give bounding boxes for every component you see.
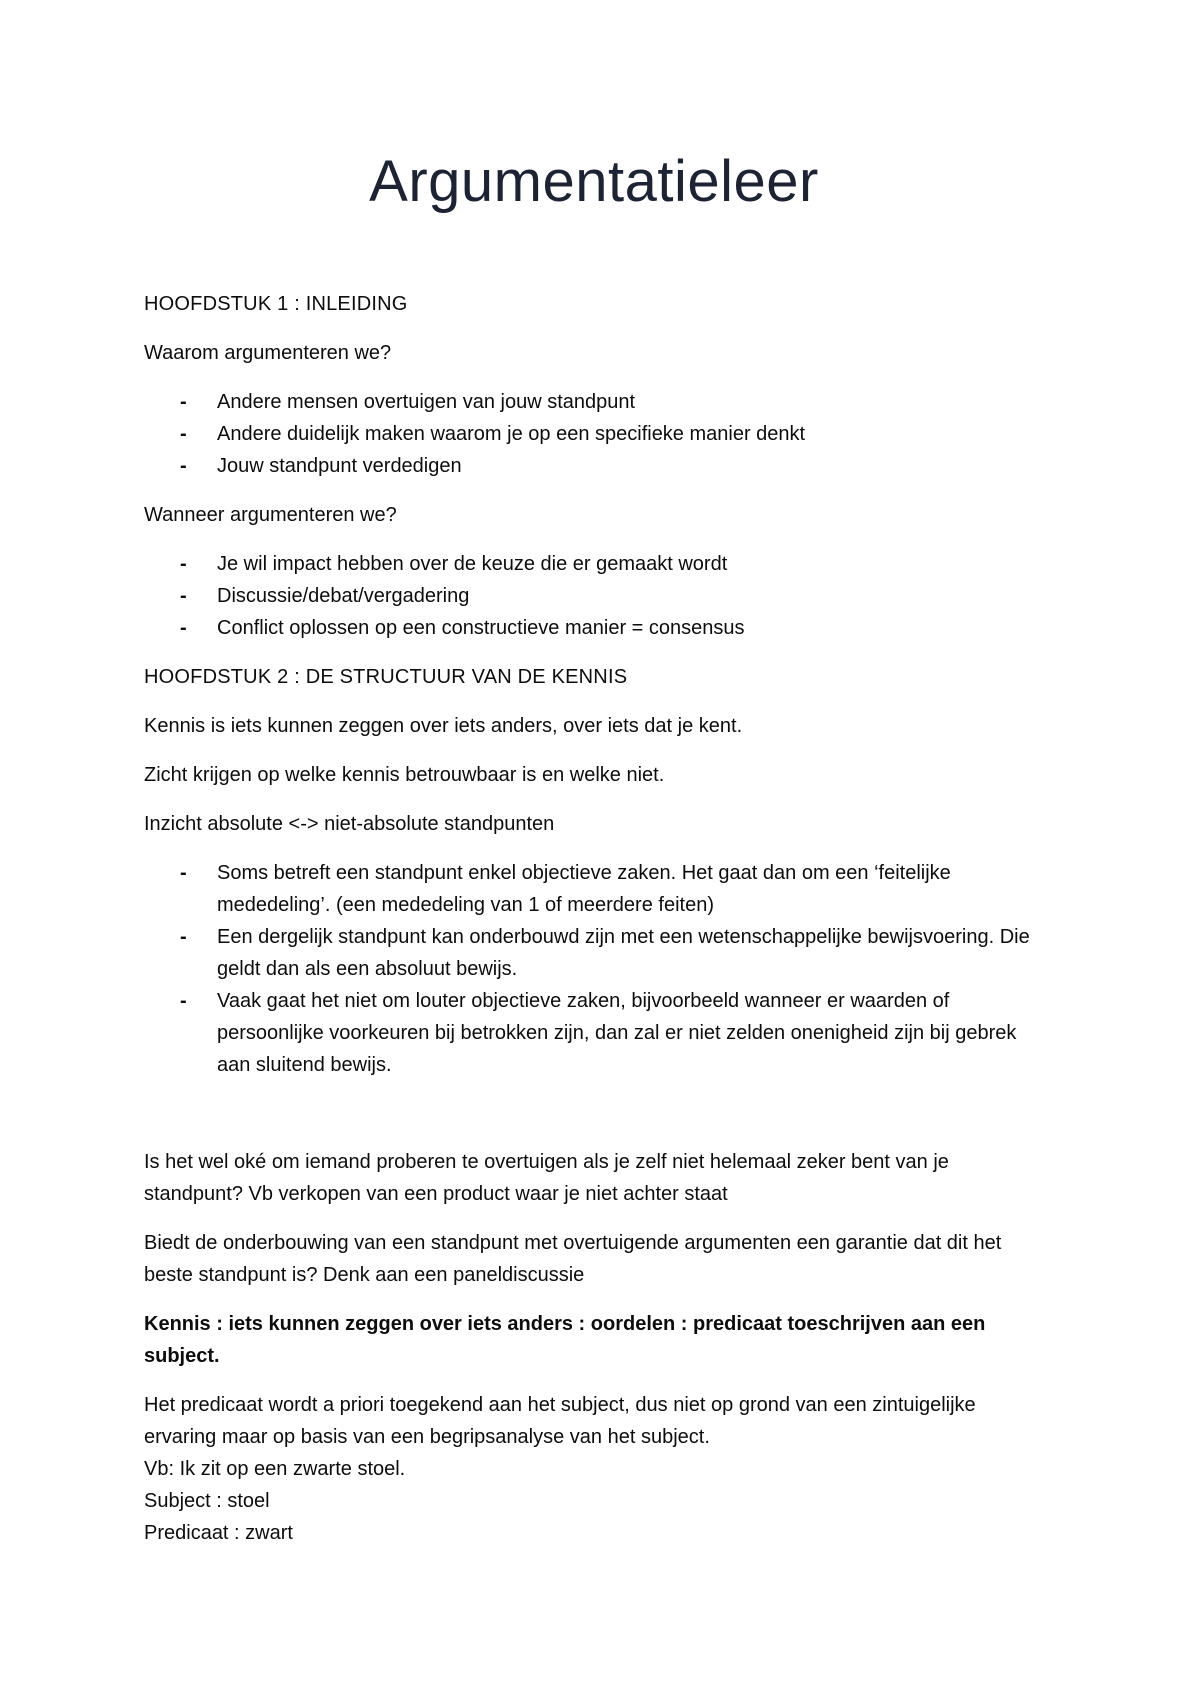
chapter-2-heading: HOOFDSTUK 2 : DE STRUCTUUR VAN DE KENNIS bbox=[144, 666, 628, 688]
knowledge-definition: Kennis : iets kunnen zeggen over iets anders : oordelen : predicaat toeschrijven aan een subject. bbox=[144, 1313, 986, 1367]
subject-line: Subject : stoel bbox=[144, 1490, 270, 1512]
list-item-text: Je wil impact hebben over de keuze die er gemaakt wordt bbox=[217, 553, 728, 575]
bullet-dash: - bbox=[180, 990, 187, 1012]
when-list bbox=[144, 548, 1044, 644]
list-item bbox=[144, 418, 1044, 450]
list-item-text: Andere duidelijk maken waarom je op een specifieke manier denkt bbox=[217, 423, 806, 445]
reliability-paragraph: Zicht krijgen op welke kennis betrouwbaar is en welke niet. bbox=[144, 764, 665, 786]
predicate-block bbox=[144, 1389, 1044, 1549]
bullet-dash: - bbox=[180, 553, 187, 575]
bullet-dash: - bbox=[180, 391, 187, 413]
bullet-dash: - bbox=[180, 617, 187, 639]
standpoint-list bbox=[144, 857, 1044, 1081]
list-item-text: Soms betreft een standpunt enkel objectieve zaken. Het gaat dan om een ‘feitelijke mededeling’. (een mededeling van 1 of meerdere feiten) bbox=[217, 862, 951, 916]
bullet-dash: - bbox=[180, 455, 187, 477]
list-item-text: Andere mensen overtuigen van jouw standpunt bbox=[217, 391, 636, 413]
list-item bbox=[144, 580, 1044, 612]
list-item bbox=[144, 857, 1044, 921]
list-item-text: Conflict oplossen op een constructieve manier = consensus bbox=[217, 617, 745, 639]
why-question: Waarom argumenteren we? bbox=[144, 342, 392, 364]
blank-line bbox=[144, 1098, 1044, 1146]
example-line: Vb: Ik zit op een zwarte stoel. bbox=[144, 1458, 406, 1480]
bullet-dash: - bbox=[180, 585, 187, 607]
list-item-text: Vaak gaat het niet om louter objectieve zaken, bijvoorbeeld wanneer er waarden of persoonlijke voorkeuren bij betrokken zijn, dan zal er niet zelden onenigheid zijn bij gebrek aan sluitend bewijs. bbox=[217, 990, 1017, 1076]
knowledge-paragraph: Kennis is iets kunnen zeggen over iets anders, over iets dat je kent. bbox=[144, 715, 743, 737]
list-item-text: Discussie/debat/vergadering bbox=[217, 585, 470, 607]
list-item bbox=[144, 548, 1044, 580]
list-item bbox=[144, 386, 1044, 418]
bullet-dash: - bbox=[180, 423, 187, 445]
document-title: Argumentatieleer bbox=[369, 149, 819, 214]
list-item bbox=[144, 450, 1044, 482]
document-content bbox=[144, 150, 1044, 1566]
predicate-line: Predicaat : zwart bbox=[144, 1522, 293, 1544]
bullet-dash: - bbox=[180, 926, 187, 948]
guarantee-question: Biedt de onderbouwing van een standpunt met overtuigende argumenten een garantie dat dit het beste standpunt is? Denk aan een paneldiscussie bbox=[144, 1232, 1002, 1286]
list-item bbox=[144, 985, 1044, 1081]
bullet-dash: - bbox=[180, 862, 187, 884]
when-question: Wanneer argumenteren we? bbox=[144, 504, 397, 526]
insight-paragraph: Inzicht absolute <-> niet-absolute standpunten bbox=[144, 813, 555, 835]
why-list bbox=[144, 386, 1044, 482]
list-item-text: Jouw standpunt verdedigen bbox=[217, 455, 462, 477]
predicate-paragraph: Het predicaat wordt a priori toegekend aan het subject, dus niet op grond van een zintuigelijke ervaring maar op basis van een begripsanalyse van het subject. bbox=[144, 1394, 976, 1448]
list-item-text: Een dergelijk standpunt kan onderbouwd zijn met een wetenschappelijke bewijsvoering. Die geldt dan als een absoluut bewijs. bbox=[217, 926, 1030, 980]
persuasion-question: Is het wel oké om iemand proberen te overtuigen als je zelf niet helemaal zeker bent van je standpunt? Vb verkopen van een product waar je niet achter staat bbox=[144, 1151, 949, 1205]
list-item bbox=[144, 612, 1044, 644]
chapter-1-heading: HOOFDSTUK 1 : INLEIDING bbox=[144, 293, 408, 315]
list-item bbox=[144, 921, 1044, 985]
